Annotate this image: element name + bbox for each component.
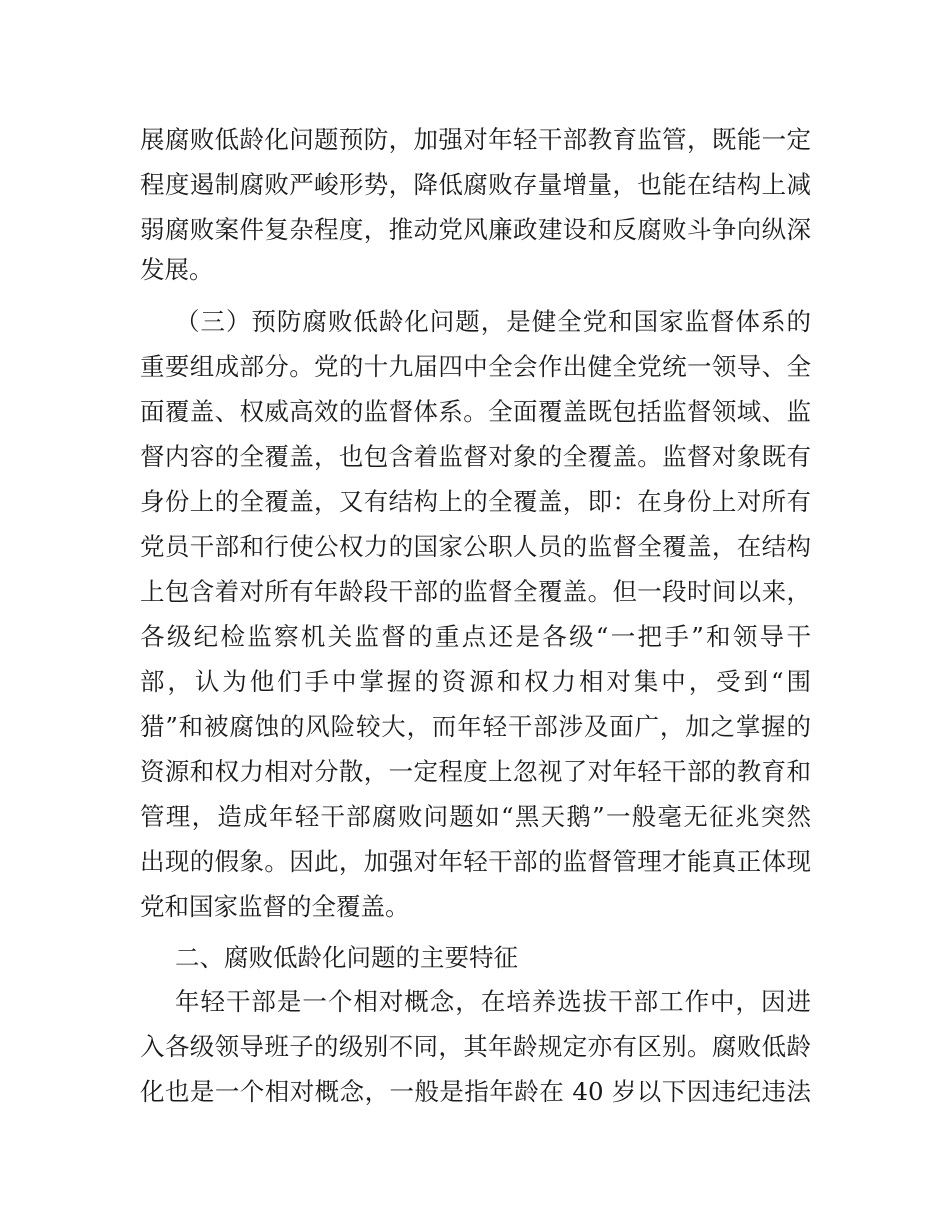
paragraph-line: 党员干部和行使公权力的国家公职人员的监督全覆盖，在结构 [140,532,811,561]
paragraph-line: 弱腐败案件复杂程度，推动党风廉政建设和反腐败斗争向纵深 [140,215,811,244]
paragraph-line: 发展。 [140,255,214,284]
paragraph-line: 出现的假象。因此，加强对年轻干部的监督管理才能真正体现 [140,847,811,876]
paragraph-line: 管理，造成年轻干部腐败问题如“黑天鹅”一般毫无征兆突然 [140,802,811,831]
paragraph-line: 身份上的全覆盖，又有结构上的全覆盖，即：在身份上对所有 [140,487,811,516]
paragraph-line: 部，认为他们手中掌握的资源和权力相对集中，受到“围 [140,667,811,696]
paragraph-line: 督内容的全覆盖，也包含着监督对象的全覆盖。监督对象既有 [140,442,811,471]
paragraph-line: 猎”和被腐蚀的风险较大，而年轻干部涉及面广，加之掌握的 [140,712,811,741]
section-heading: 二、腐败低龄化问题的主要特征 [175,943,518,972]
paragraph-line: 党和国家监督的全覆盖。 [140,892,410,921]
paragraph-line: 化也是一个相对概念，一般是指年龄在 40 岁以下因违纪违法 [140,1077,811,1106]
paragraph-line: 面覆盖、权威高效的监督体系。全面覆盖既包括监督领域、监 [140,397,811,426]
paragraph-line: 展腐败低龄化问题预防，加强对年轻干部教育监管，既能一定 [140,125,811,154]
paragraph-line: 上包含着对所有年龄段干部的监督全覆盖。但一段时间以来， [140,577,811,606]
paragraph-line: 程度遏制腐败严峻形势，降低腐败存量增量，也能在结构上减 [140,170,811,199]
paragraph-line: 入各级领导班子的级别不同，其年龄规定亦有区别。腐败低龄 [140,1032,811,1061]
paragraph-line: 各级纪检监察机关监督的重点还是各级“一把手”和领导干 [140,622,811,651]
paragraph-line: 资源和权力相对分散，一定程度上忽视了对年轻干部的教育和 [140,757,811,786]
paragraph-line: 重要组成部分。党的十九届四中全会作出健全党统一领导、全 [140,352,811,381]
paragraph-line: 年轻干部是一个相对概念，在培养选拔干部工作中，因进 [175,987,811,1016]
paragraph-line: （三）预防腐败低龄化问题，是健全党和国家监督体系的 [175,307,811,336]
